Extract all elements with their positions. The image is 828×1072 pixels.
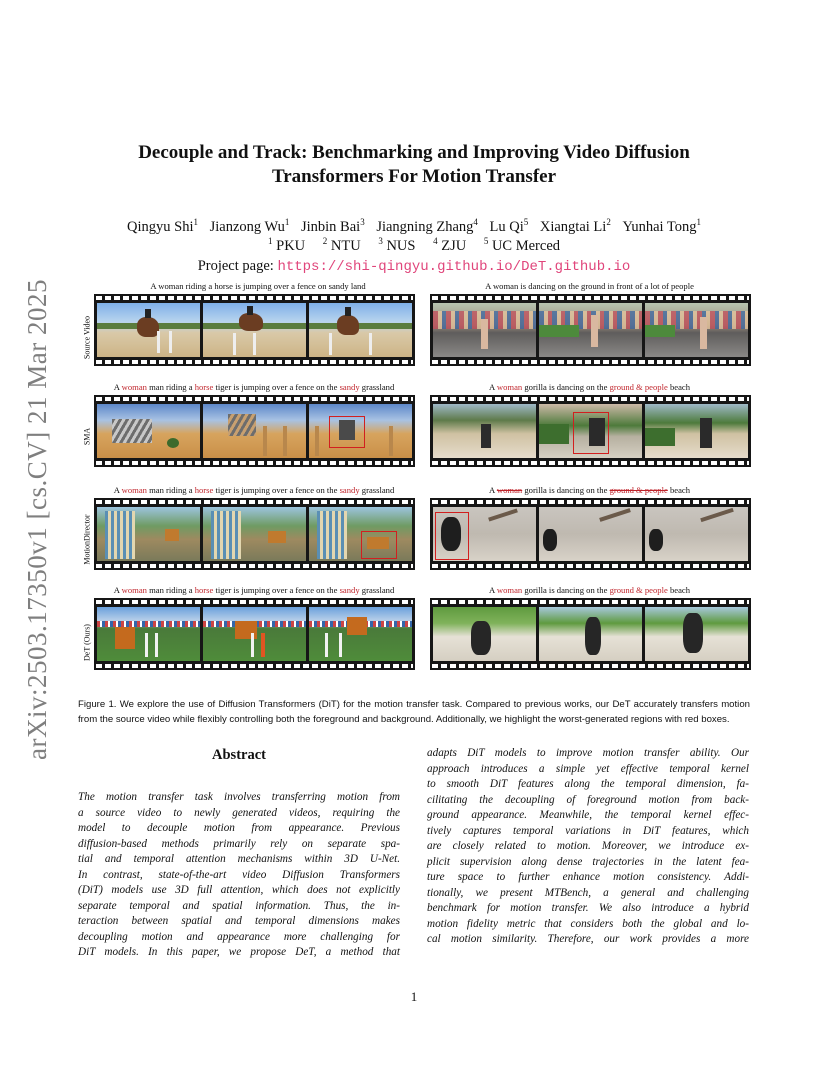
project-url-link[interactable]: https://shi-qingyu.github.io/DeT.github.io — [277, 259, 631, 275]
paper-title — [100, 141, 728, 189]
video-frame — [97, 404, 200, 458]
video-frame — [203, 404, 306, 458]
video-frame — [433, 404, 536, 458]
affiliation-list — [90, 238, 738, 255]
left-edit-prompt: A woman man riding a horse tiger is jumping over a fence on the sandy grassland — [113, 585, 395, 595]
author: Lu Qi$^5$ — [489, 217, 529, 235]
abstract-heading: Abstract — [212, 747, 266, 763]
title-line-2: Transformers For Motion Transfer — [271, 166, 557, 187]
video-frame — [433, 303, 536, 357]
right-source-prompt: A woman is dancing on the ground in front of a lot of people — [485, 281, 694, 291]
video-frame — [433, 607, 536, 661]
page-number: 1 — [410, 989, 418, 1004]
video-frame — [645, 507, 748, 561]
film-strip-dance-motiondirector — [430, 498, 751, 570]
figure-caption: Figure 1. We explore the use of Diffusion Transformers (DiT) for the motion transfer task. Compared to previous works, our DeT accurately transfers motion from the source video while flexibly controlling both the foreground and background. Additionally, we highlight the worst-generated regions with red boxes. — [78, 699, 750, 725]
author: Jiangning Zhang$^4$ — [376, 217, 478, 235]
film-strip-horse-motiondirector — [94, 498, 415, 570]
film-strip-dance-source — [430, 294, 751, 366]
affiliation: $^1$ PKU — [268, 236, 306, 254]
project-label: Project page: — [197, 258, 274, 274]
author: Yunhai Tong$^1$ — [622, 217, 701, 235]
right-edit-prompt: A woman gorilla is dancing on the ground & people beach — [488, 485, 691, 495]
video-frame — [97, 607, 200, 661]
video-frame — [539, 303, 642, 357]
affiliation: $^4$ ZJU — [433, 236, 467, 254]
affiliation: $^5$ UC Merced — [483, 236, 560, 254]
abstract-left-column: The motion transfer task involves transferring motion from a source video to newly generated videos, requiring the model to decouple motion from appearance. Previous diffusion-based methods primarily rely on separate spa- tial and temporal attention mechanisms within 3D U-Net. In contrast, state-of-the-art video Diffusion Transformers (DiT) models use 3D full attention, which does not explicitly separate temporal and spatial information. Thus, the in- teraction between spatial and temporal dimensions makes decoupling motion and appearance more challenging for DiT models. In this paper, we propose DeT, a method that — [78, 791, 400, 958]
red-highlight-box — [435, 512, 469, 560]
video-frame — [203, 303, 306, 357]
video-frame — [97, 507, 200, 561]
red-highlight-box — [329, 416, 365, 448]
row-label-det-ours: DeT (Ours) — [82, 624, 92, 661]
left-edit-prompt: A woman man riding a horse tiger is jumping over a fence on the sandy grassland — [113, 382, 395, 392]
row-label-sma: SMA — [82, 427, 92, 446]
video-frame — [203, 507, 306, 561]
film-strip-dance-det — [430, 598, 751, 670]
left-source-prompt: A woman riding a horse is jumping over a fence on sandy land — [150, 281, 366, 291]
affiliation: $^2$ NTU — [322, 236, 361, 254]
video-frame — [539, 607, 642, 661]
video-frame — [645, 404, 748, 458]
video-frame — [645, 607, 748, 661]
video-frame — [539, 404, 642, 458]
author-list — [90, 219, 738, 236]
video-frame — [539, 507, 642, 561]
row-label-motiondirector: MotionDirector — [82, 514, 92, 565]
video-frame — [433, 507, 536, 561]
arxiv-stamp: arXiv:2503.17350v1 [cs.CV] 21 Mar 2025 — [22, 279, 52, 760]
video-frame — [309, 507, 412, 561]
author: Qingyu Shi$^1$ — [127, 217, 198, 235]
right-edit-prompt: A woman gorilla is dancing on the ground & people beach — [488, 382, 691, 392]
video-frame — [309, 607, 412, 661]
author: Xiangtai Li$^2$ — [539, 217, 611, 235]
affiliation: $^3$ NUS — [378, 236, 416, 254]
row-label-source-video: Source Video — [82, 315, 92, 360]
red-highlight-box — [361, 531, 397, 559]
video-frame — [203, 607, 306, 661]
project-page-line — [90, 258, 738, 275]
author: Jinbin Bai$^3$ — [300, 217, 365, 235]
title-line-1: Decouple and Track: Benchmarking and Improving Video Diffusion — [138, 142, 690, 163]
author: Jianzong Wu$^1$ — [209, 217, 290, 235]
film-strip-horse-sma — [94, 395, 415, 467]
film-strip-dance-sma — [430, 395, 751, 467]
red-highlight-box — [573, 412, 609, 454]
video-frame — [97, 303, 200, 357]
right-edit-prompt: A woman gorilla is dancing on the ground & people beach — [488, 585, 691, 595]
film-strip-horse-det — [94, 598, 415, 670]
video-frame — [309, 404, 412, 458]
abstract-right-column: adapts DiT models to improve motion transfer ability. Our approach introduces a simple yet effective temporal kernel to smooth DiT features along the temporal dimension, fa- cilitating the decoupling of foreground motion from back- ground appearance. Meanwhile, the temporal kernel effec- tively captures temporal variations in DiT features, which are closely related to motion. Moreover, we introduce ex- plicit supervision along dense trajectories in the latent fea- ture space to further enhance motion consistency. Addi- tionally, we present MTBench, a general and challenging benchmark for motion transfer. We also introduce a hybrid motion fidelity metric that considers both the global and lo- cal motion similarity. Therefore, our work provides a more — [427, 747, 749, 945]
film-strip-horse-source — [94, 294, 415, 366]
left-edit-prompt: A woman man riding a horse tiger is jumping over a fence on the sandy grassland — [113, 485, 395, 495]
video-frame — [645, 303, 748, 357]
video-frame — [309, 303, 412, 357]
